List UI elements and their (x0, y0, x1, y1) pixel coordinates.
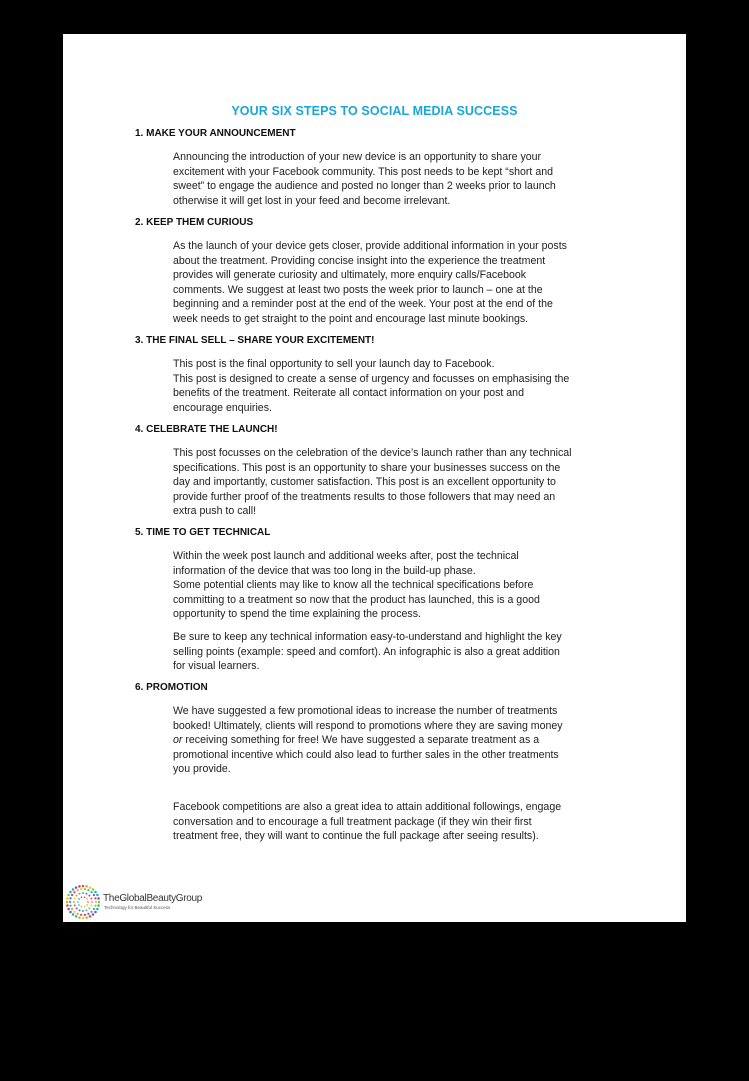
logo-dot (96, 908, 99, 911)
section-heading-3: 3. THE FINAL SELL – SHARE YOUR EXCITEMENT! (135, 335, 375, 346)
text-line: you provide. (173, 763, 231, 776)
logo-dot (85, 885, 88, 888)
starburst-logo-icon (66, 885, 100, 919)
logo-dot (79, 893, 81, 895)
logo-dot (66, 901, 68, 904)
logo-dot (74, 898, 76, 900)
logo-dot (86, 904, 88, 906)
section-5-paragraph-1 (173, 549, 621, 622)
text-line: week needs to get straight to the point and encourage last minute bookings. (173, 312, 529, 325)
section-6-paragraph-2 (173, 800, 621, 844)
logo-dot (80, 888, 82, 890)
logo-dot (93, 894, 95, 896)
logo-dot (97, 897, 100, 900)
logo-dot (73, 911, 75, 913)
logo-dot (98, 901, 100, 904)
logo-dot (82, 885, 85, 887)
text-line: sweet” to engage the audience and posted no longer than 2 weeks prior to launch (173, 180, 556, 193)
logo-dot (66, 904, 69, 907)
logo-dot (72, 888, 75, 891)
text-line: information of the device that was too long in the build-up phase. (173, 564, 476, 577)
text-line: Announcing the introduction of your new device is an opportunity to share your (173, 151, 542, 163)
logo-dot (88, 907, 90, 909)
logo-dot (72, 913, 75, 916)
text-line: Facebook competitions are also a great idea to attain additional followings, engage (173, 801, 562, 813)
text-line: Within the week post launch and additional weeks after, post the technical (173, 550, 519, 562)
section-heading-5: 5. TIME TO GET TECHNICAL (135, 527, 271, 538)
logo-dot (76, 889, 78, 891)
company-logo (66, 885, 216, 919)
logo-dot (84, 888, 86, 890)
text-line: provides will generate curiosity and ultimately, more enquiry calls/Facebook (173, 269, 527, 282)
section-3-paragraph (173, 357, 621, 415)
logo-dot (93, 908, 95, 910)
logo-dot (81, 906, 83, 908)
logo-tagline: Technology for Beautiful Success (104, 905, 171, 910)
text-line: encourage enquiries. (173, 401, 272, 414)
logo-dot (69, 911, 72, 914)
section-1-paragraph (173, 150, 621, 208)
text-line: comments. We suggest at least two posts the week prior to launch – one at the (173, 283, 543, 296)
logo-dot (76, 913, 78, 915)
logo-dot (89, 886, 92, 889)
text-line: This post is the final opportunity to sell your launch day to Facebook. (173, 358, 495, 370)
text-line: for visual learners. (173, 660, 260, 673)
text-line: Some potential clients may like to know all the technical specifications before (173, 579, 534, 592)
logo-dot (82, 917, 85, 919)
logo-dot (78, 898, 80, 900)
text-line: or receiving something for free! We have suggested a separate treatment as a (173, 734, 540, 747)
text-line: provide further proof of the treatments results to those followers that may need an (173, 490, 556, 503)
logo-dot (87, 889, 89, 891)
logo-dot (78, 904, 80, 906)
logo-dot (90, 911, 92, 913)
logo-dot (90, 898, 92, 900)
text-line: We have suggested a few promotional ideas to increase the number of treatments (173, 705, 558, 717)
logo-dot (74, 904, 76, 906)
logo-name: TheGlobalBeautyGroup (103, 893, 203, 904)
logo-dot (91, 901, 93, 903)
logo-dot (85, 916, 88, 919)
logo-dot (69, 897, 71, 899)
section-heading-1: 1. MAKE YOUR ANNOUNCEMENT (135, 128, 296, 139)
text-line: beginning and a reminder post at the end of the week. Your post at the end of the (173, 298, 553, 311)
text-line: committing to a treatment so now that the product has launched, this is a good (173, 593, 540, 606)
logo-dot (92, 888, 95, 891)
text-line: treatment free, they will want to continue the full package after seeing results). (173, 830, 539, 843)
text-line: about the treatment. Providing concise insight into the experience the treatment (173, 254, 546, 267)
logo-dot (71, 908, 73, 910)
logo-dot (87, 913, 89, 915)
text-line: opportunity to spend the time explaining the process. (173, 608, 421, 621)
section-2-paragraph (173, 239, 621, 327)
section-heading-4: 4. CELEBRATE THE LAUNCH! (135, 424, 278, 435)
logo-dot (73, 891, 75, 893)
logo-dot (82, 910, 84, 912)
logo-dot (81, 896, 83, 898)
logo-dot (89, 915, 92, 918)
text-line: otherwise it will get lost in your feed and become irrelevant. (173, 194, 451, 207)
logo-dot (97, 904, 100, 907)
logo-dot (94, 897, 96, 899)
logo-dot (90, 904, 92, 906)
text-line: Be sure to keep any technical information easy-to-understand and highlight the key (173, 631, 562, 643)
logo-dot (90, 891, 92, 893)
section-5-paragraph-2 (173, 630, 621, 674)
text-line: extra push to call! (173, 505, 257, 518)
text-line: conversation and to encourage a full treatment package (if they win their first (173, 815, 532, 828)
text-line: This post is designed to create a sense of urgency and focusses on emphasising the (173, 372, 570, 385)
logo-dot (95, 901, 97, 903)
logo-dot (66, 897, 69, 900)
logo-dot (94, 891, 97, 894)
emphasis-text: or (173, 734, 183, 747)
text-line: specifications. This post is an opportunity to share your businesses success on the (173, 461, 561, 474)
text-line: selling points (example: speed and comfort). An infographic is also a great addition (173, 645, 560, 658)
logo-dot (73, 901, 75, 903)
text-line: promotional incentive which could also lead to further sales in the other treatments (173, 748, 559, 761)
section-heading-2: 2. KEEP THEM CURIOUS (135, 217, 254, 228)
logo-dot (79, 909, 81, 911)
logo-dot (82, 892, 84, 894)
text-line: As the launch of your device gets closer, provide additional information in your posts (173, 240, 567, 252)
section-6-paragraph-1 (173, 704, 621, 777)
text-line: This post focusses on the celebration of the device’s launch rather than any technical (173, 447, 572, 459)
logo-dot (69, 891, 72, 894)
logo-dot (77, 901, 79, 903)
logo-dot (94, 911, 97, 914)
logo-dot (75, 886, 78, 889)
logo-dot (67, 908, 70, 911)
section-4-paragraph (173, 446, 621, 519)
logo-dot (84, 896, 86, 898)
logo-dot (92, 913, 95, 916)
logo-dot (80, 914, 82, 916)
text-line: excitement with your Facebook community. This post needs to be kept “short and (173, 165, 553, 178)
logo-dot (78, 916, 81, 919)
logo-dot (85, 909, 87, 911)
logo-dot (84, 914, 86, 916)
text-line: benefits of the treatment. Reiterate all contact information on your post and (173, 387, 524, 400)
logo-dot (76, 895, 78, 897)
document-page (63, 34, 686, 922)
logo-dot (78, 885, 81, 888)
logo-dot (85, 893, 87, 895)
logo-dot (69, 901, 71, 903)
logo-dot (76, 907, 78, 909)
logo-dot (75, 915, 78, 918)
text-line: booked! Ultimately, clients will respond to promotions where they are saving money (173, 719, 563, 732)
logo-dot (84, 906, 86, 908)
section-heading-6: 6. PROMOTION (135, 682, 208, 693)
logo-dot (71, 894, 73, 896)
logo-dot (87, 901, 89, 903)
text-line: day and importantly, customer satisfaction. This post is an excellent opportunity to (173, 476, 556, 489)
logo-dot (69, 905, 71, 907)
logo-dot (86, 898, 88, 900)
logo-dot (96, 894, 99, 897)
logo-dot (94, 905, 96, 907)
logo-dot (88, 895, 90, 897)
logo-dot (67, 894, 70, 897)
document-title: YOUR SIX STEPS TO SOCIAL MEDIA SUCCESS (231, 104, 518, 118)
